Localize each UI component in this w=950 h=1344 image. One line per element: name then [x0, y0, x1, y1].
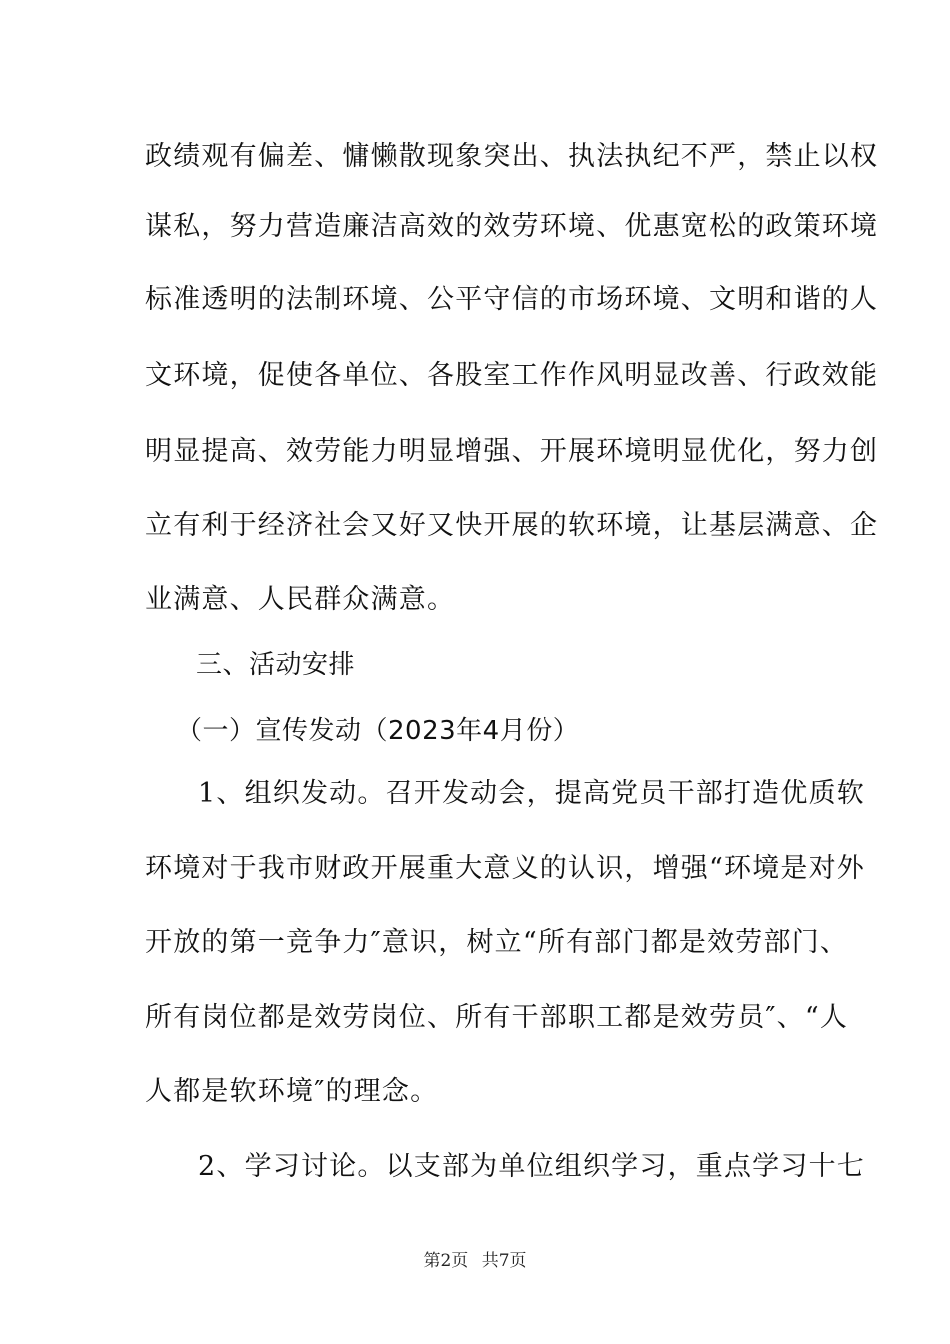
paragraph-line: 明显提高、效劳能力明显增强、开展环境明显优化，努力创	[145, 436, 879, 467]
paragraph-line: 2、学习讨论。以支部为单位组织学习，重点学习十七	[198, 1151, 865, 1182]
section-heading: 三、活动安排	[196, 650, 356, 680]
paragraph-line: 文环境，促使各单位、各股室工作作风明显改善、行政效能	[145, 360, 879, 391]
paragraph-line: 立有利于经济社会又好又快开展的软环境，让基层满意、企	[145, 510, 879, 541]
paragraph-line: 环境对于我市财政开展重大意义的认识，增强“环境是对外	[145, 853, 866, 884]
paragraph-line: 政绩观有偏差、慵懒散现象突出、执法执纪不严，禁止以权	[145, 141, 879, 172]
paragraph-line: 业满意、人民群众满意。	[145, 584, 456, 615]
paragraph-line: 谋私，努力营造廉洁高效的效劳环境、优惠宽松的政策环境	[145, 211, 879, 242]
subsection-heading: （一）宣传发动（2023年4月份）	[176, 716, 580, 746]
paragraph-line: 所有岗位都是效劳岗位、所有干部职工都是效劳员″、“人	[145, 1002, 849, 1033]
page-number: 第2页	[423, 1251, 469, 1271]
paragraph-line: 标准透明的法制环境、公平守信的市场环境、文明和谐的人	[145, 284, 879, 315]
paragraph-line: 1、组织发动。召开发动会，提高党员干部打造优质软	[198, 778, 865, 809]
paragraph-line: 开放的第一竞争力″意识，树立“所有部门都是效劳部门、	[145, 927, 849, 958]
paragraph-line: 人都是软环境″的理念。	[145, 1076, 439, 1107]
page-footer	[0, 1246, 950, 1271]
page-total: 共7页	[481, 1251, 527, 1271]
